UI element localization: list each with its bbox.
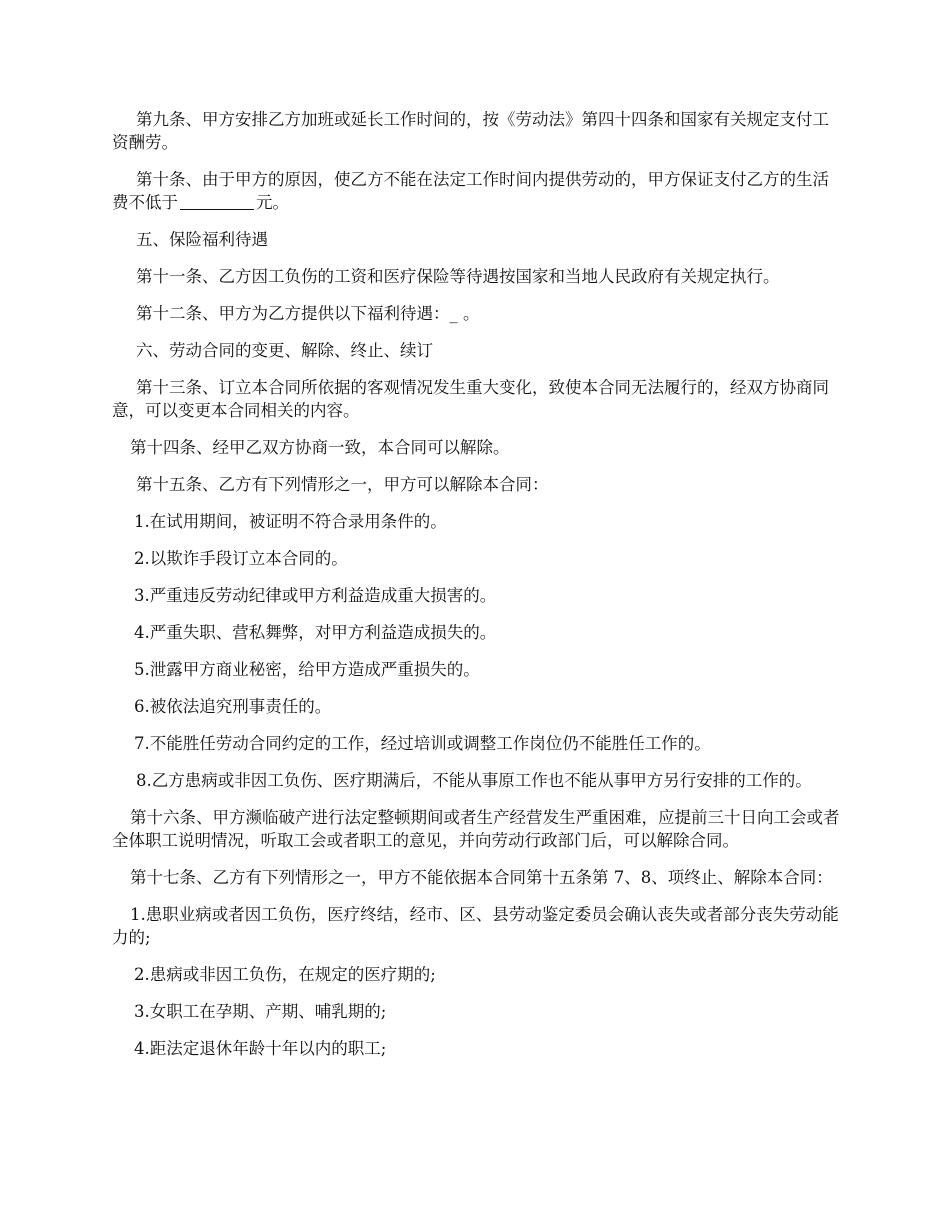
article-17-item-4: 4.距法定退休年龄十年以内的职工;	[134, 1039, 387, 1058]
article-15-item-5: 5.泄露甲方商业秘密，给甲方造成严重损失的。	[134, 660, 480, 679]
fill-in-blank	[180, 194, 254, 210]
article-17: 第十七条、乙方有下列情形之一，甲方不能依据本合同第十五条第 7、8、项终止、解除本合同：	[130, 868, 833, 887]
article-15-item-4: 4.严重失职、营私舞弊，对甲方利益造成损失的。	[134, 623, 497, 642]
article-10	[112, 168, 842, 214]
article-14: 第十四条、经甲乙双方协商一致，本合同可以解除。	[130, 438, 510, 457]
article-15-item-1: 1.在试用期间，被证明不符合录用条件的。	[134, 512, 447, 531]
article-15-item-3: 3.严重违反劳动纪律或甲方利益造成重大损害的。	[134, 586, 497, 605]
article-15-item-6: 6.被依法追究刑事责任的。	[134, 697, 332, 716]
article-15: 第十五条、乙方有下列情形之一，甲方可以解除本合同：	[136, 475, 549, 494]
article-13: 第十三条、订立本合同所依据的客观情况发生重大变化，致使本合同无法履行的，经双方协商同意，可以变更本合同相关的内容。	[112, 378, 829, 420]
document-body	[112, 108, 842, 1074]
article-9: 第九条、甲方安排乙方加班或延长工作时间的，按《劳动法》第四十四条和国家有关规定支付工资酬劳。	[112, 110, 829, 152]
article-11: 第十一条、乙方因工负伤的工资和医疗保险等待遇按国家和当地人民政府有关规定执行。	[136, 267, 780, 286]
article-17-item-1: 1.患职业病或者因工负伤，医疗终结，经市、区、县劳动鉴定委员会确认丧失或者部分丧失劳动能力的;	[112, 905, 839, 947]
article-16: 第十六条、甲方濒临破产进行法定整顿期间或者生产经营发生严重困难，应提前三十日向工会或者全体职工说明情况，听取工会或者职工的意见，并向劳动行政部门后，可以解除合同。	[112, 808, 840, 850]
article-17-item-2: 2.患病或非因工负伤，在规定的医疗期的;	[134, 965, 436, 984]
article-15-item-7: 7.不能胜任劳动合同约定的工作，经过培训或调整工作岗位仍不能胜任工作的。	[134, 734, 711, 753]
article-10-text: 第十条、由于甲方的原因，使乙方不能在法定工作时间内提供劳动的，甲方保证支付乙方的生活费不低于	[112, 170, 829, 212]
article-15-item-8: 8.乙方患病或非因工负伤、医疗期满后，不能从事原工作也不能从事甲方另行安排的工作的。	[136, 771, 812, 790]
article-12: 第十二条、甲方为乙方提供以下福利待遇：_ 。	[136, 304, 480, 323]
article-15-item-2: 2.以欺诈手段订立本合同的。	[134, 549, 348, 568]
section-5-heading: 五、保险福利待遇	[136, 230, 268, 249]
article-10-suffix: 元。	[256, 193, 289, 212]
section-6-heading: 六、劳动合同的变更、解除、终止、续订	[136, 341, 433, 360]
article-17-item-3: 3.女职工在孕期、产期、哺乳期的;	[134, 1002, 387, 1021]
